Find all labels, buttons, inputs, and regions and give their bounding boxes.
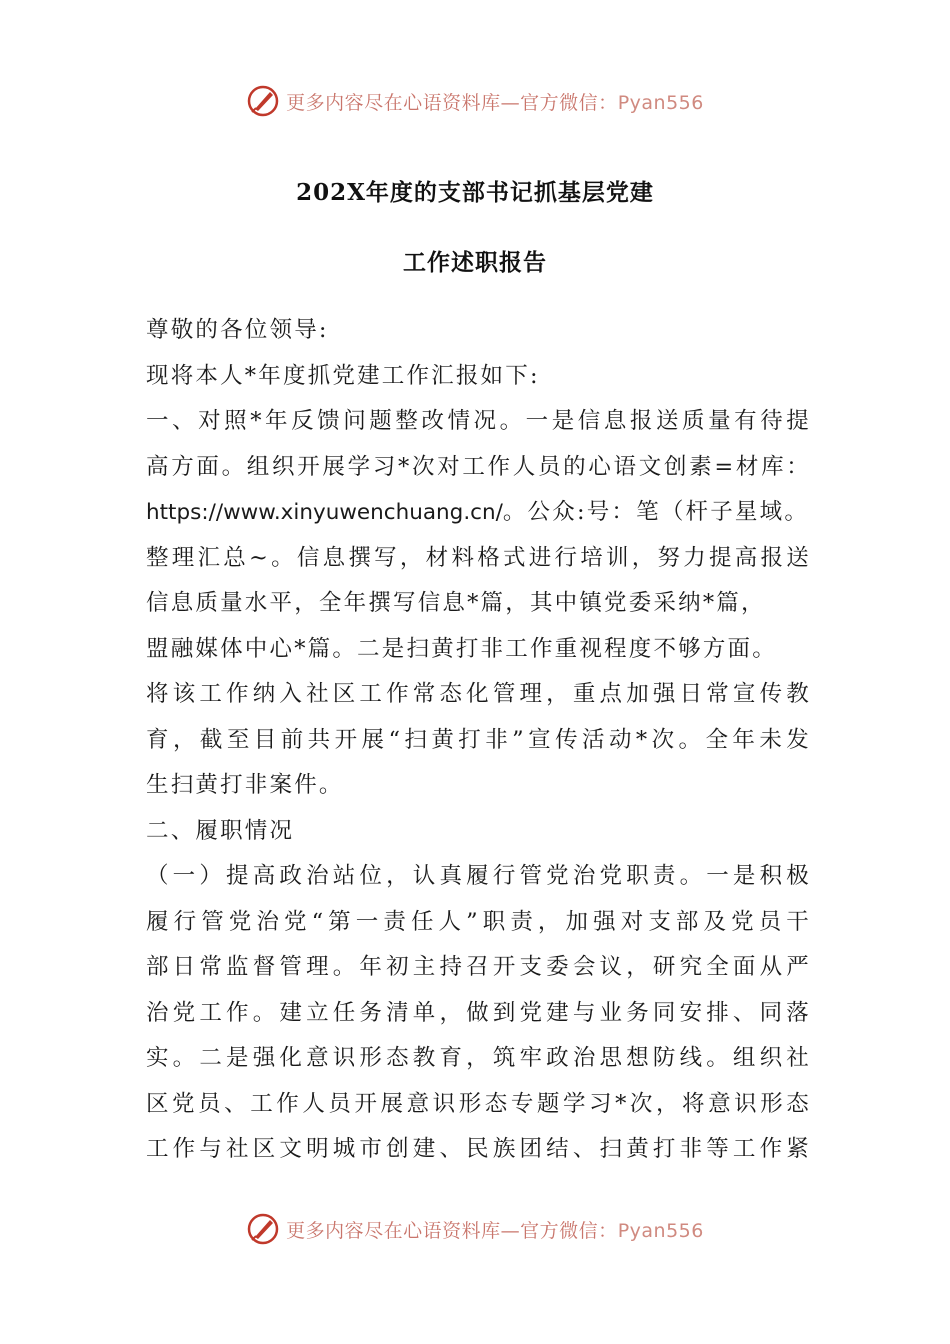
body-line: （一）提高政治站位，认真履行管党治党职责。一是积极	[146, 863, 811, 889]
body-line: 部日常监督管理。年初主持召开支委会议，研究全面从严	[146, 954, 811, 980]
website-link[interactable]: https://www.xinyuwenchuang.cn/	[146, 500, 503, 525]
body-line: 实。二是强化意识形态教育，筑牢政治思想防线。组织社	[146, 1045, 811, 1071]
body-line: 治党工作。建立任务清单，做到党建与业务同安排、同落	[146, 999, 811, 1026]
body-line: 信息质量水平，全年撰写信息*篇，其中镇党委采纳*篇，	[146, 590, 766, 616]
document-title-line-1: 202X年度的支部书记抓基层党建	[296, 179, 654, 206]
document-title-line-2: 工作述职报告	[403, 249, 547, 276]
body-line-with-url: https://www.xinyuwenchuang.cn/。公众:号：笔（杆子星域。	[146, 499, 810, 525]
body-line: 整理汇总~。信息撰写，材料格式进行培训，努力提高报送	[146, 544, 811, 571]
body-line: 履行管党治党“第一责任人”职责，加强对支部及党员干	[146, 908, 811, 935]
watermark-text: 更多内容尽在心语资料库—官方微信：Pyan556	[286, 1219, 704, 1242]
body-line: 区党员、工作人员开展意识形态专题学习*次，将意识形态	[146, 1090, 811, 1117]
footer-watermark	[0, 1212, 950, 1246]
body-line: 生扫黄打非案件。	[146, 772, 344, 798]
body-line: 高方面。组织开展学习*次对工作人员的心语文创素=材库：	[146, 453, 811, 480]
watermark-text: 更多内容尽在心语资料库—官方微信：Pyan556	[286, 91, 704, 114]
body-line: 尊敬的各位领导:	[146, 317, 329, 343]
section-heading: 二、履职情况	[146, 817, 295, 844]
quill-pen-logo-icon	[246, 84, 280, 118]
body-line: 工作与社区文明城市创建、民族团结、扫黄打非等工作紧	[146, 1136, 811, 1162]
body-line: 现将本人*年度抓党建工作汇报如下:	[146, 362, 540, 389]
body-line: 育，截至目前共开展“扫黄打非”宣传活动*次。全年未发	[146, 726, 811, 753]
body-line: 盟融媒体中心*篇。二是扫黄打非工作重视程度不够方面。	[146, 635, 777, 662]
header-watermark	[0, 84, 950, 118]
body-line: 将该工作纳入社区工作常态化管理，重点加强日常宣传教	[146, 681, 811, 707]
body-line: 一、对照*年反馈问题整改情况。一是信息报送质量有待提	[146, 408, 811, 434]
document-body	[146, 308, 811, 1173]
quill-pen-logo-icon	[246, 1212, 280, 1246]
